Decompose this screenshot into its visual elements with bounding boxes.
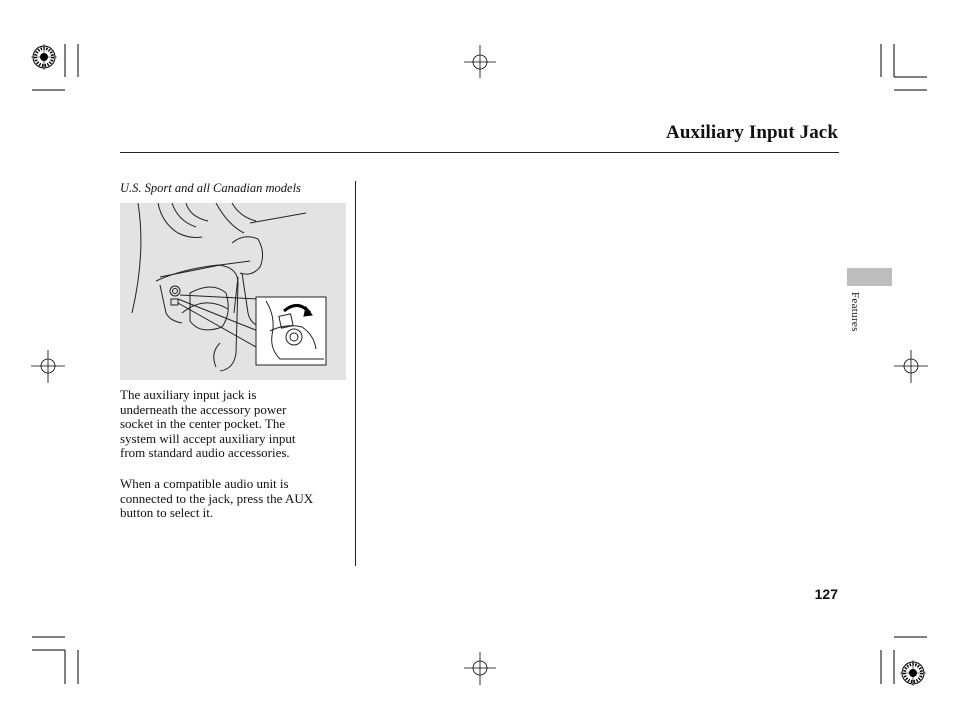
page-number: 127 (814, 586, 838, 602)
crosshair-left-icon (31, 350, 65, 383)
registration-star-top-left-icon (31, 44, 57, 70)
section-tab (847, 268, 892, 286)
crosshair-bottom-center-icon (464, 652, 496, 685)
crosshair-right-icon (894, 350, 928, 383)
figure-caption: U.S. Sport and all Canadian models (120, 181, 301, 195)
paragraph-aux-usage: When a compatible audio unit is connected to the jack, press the AUX button to select it. (120, 476, 314, 521)
auxiliary-jack-illustration (120, 203, 346, 380)
column-divider (355, 181, 356, 566)
registration-star-bottom-right-icon (900, 660, 926, 686)
paragraph-jack-location: The auxiliary input jack is underneath the accessory power socket in the center pocket. The system will accept auxiliary input from standard audio accessories. (120, 387, 296, 461)
section-tab-label: Features (849, 292, 861, 332)
header-rule (120, 152, 839, 153)
crosshair-top-center-icon (464, 45, 496, 78)
page-title: Auxiliary Input Jack (666, 122, 838, 143)
console-illustration-icon (120, 203, 346, 380)
